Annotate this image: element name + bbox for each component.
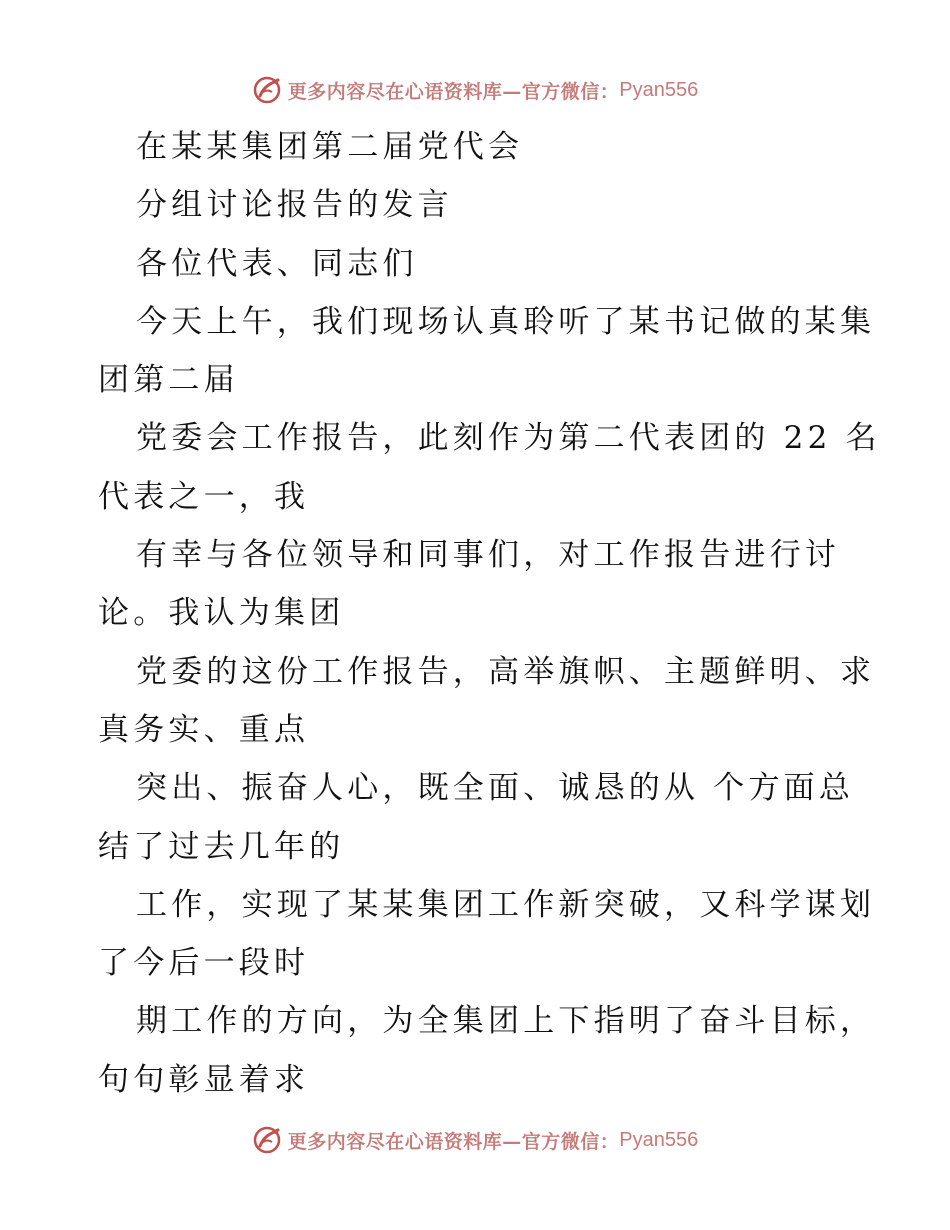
document-body <box>98 118 881 1109</box>
paragraph-line: 今天上午，我们现场认真聆听了某书记做的某集 <box>136 303 876 340</box>
flower-pen-icon <box>252 1124 284 1156</box>
doc-title-line-1: 在某某集团第二届党代会 <box>136 129 524 165</box>
doc-title-line-2: 分组讨论报告的发言 <box>136 187 453 224</box>
banner-text: 更多内容尽在心语资料库—官方微信： <box>287 1130 620 1153</box>
paragraph-line: 党委会工作报告，此刻作为第二代表团的 22 名 <box>136 420 881 457</box>
banner-text: 更多内容尽在心语资料库—官方微信： <box>287 80 620 103</box>
paragraph-line: 真务实、重点 <box>98 711 310 748</box>
paragraph-line: 论。我认为集团 <box>98 595 345 632</box>
paragraph-line: 突出、振奋人心，既全面、诚恳的从 个方面总 <box>136 770 855 807</box>
header-banner <box>0 70 950 110</box>
footer-banner <box>0 1120 950 1160</box>
paragraph-line: 团第二届 <box>98 362 239 399</box>
paragraph-line: 有幸与各位领导和同事们，对工作报告进行讨 <box>136 537 840 574</box>
paragraph-line: 了今后一段时 <box>98 945 310 982</box>
paragraph-line: 工作，实现了某某集团工作新突破，又科学谋划 <box>136 886 876 923</box>
banner-wechat-id: Pyan556 <box>619 78 699 101</box>
flower-pen-icon <box>252 74 284 106</box>
salutation: 各位代表、同志们 <box>136 245 418 282</box>
paragraph-line: 党委的这份工作报告，高举旗帜、主题鲜明、求 <box>136 653 876 690</box>
banner-wechat-id: Pyan556 <box>619 1128 699 1151</box>
paragraph-line: 代表之一，我 <box>98 478 310 515</box>
paragraph-line: 期工作的方向，为全集团上下指明了奋斗目标， <box>136 1003 876 1040</box>
paragraph-line: 结了过去几年的 <box>98 828 345 865</box>
paragraph-line: 句句彰显着求 <box>98 1061 310 1098</box>
